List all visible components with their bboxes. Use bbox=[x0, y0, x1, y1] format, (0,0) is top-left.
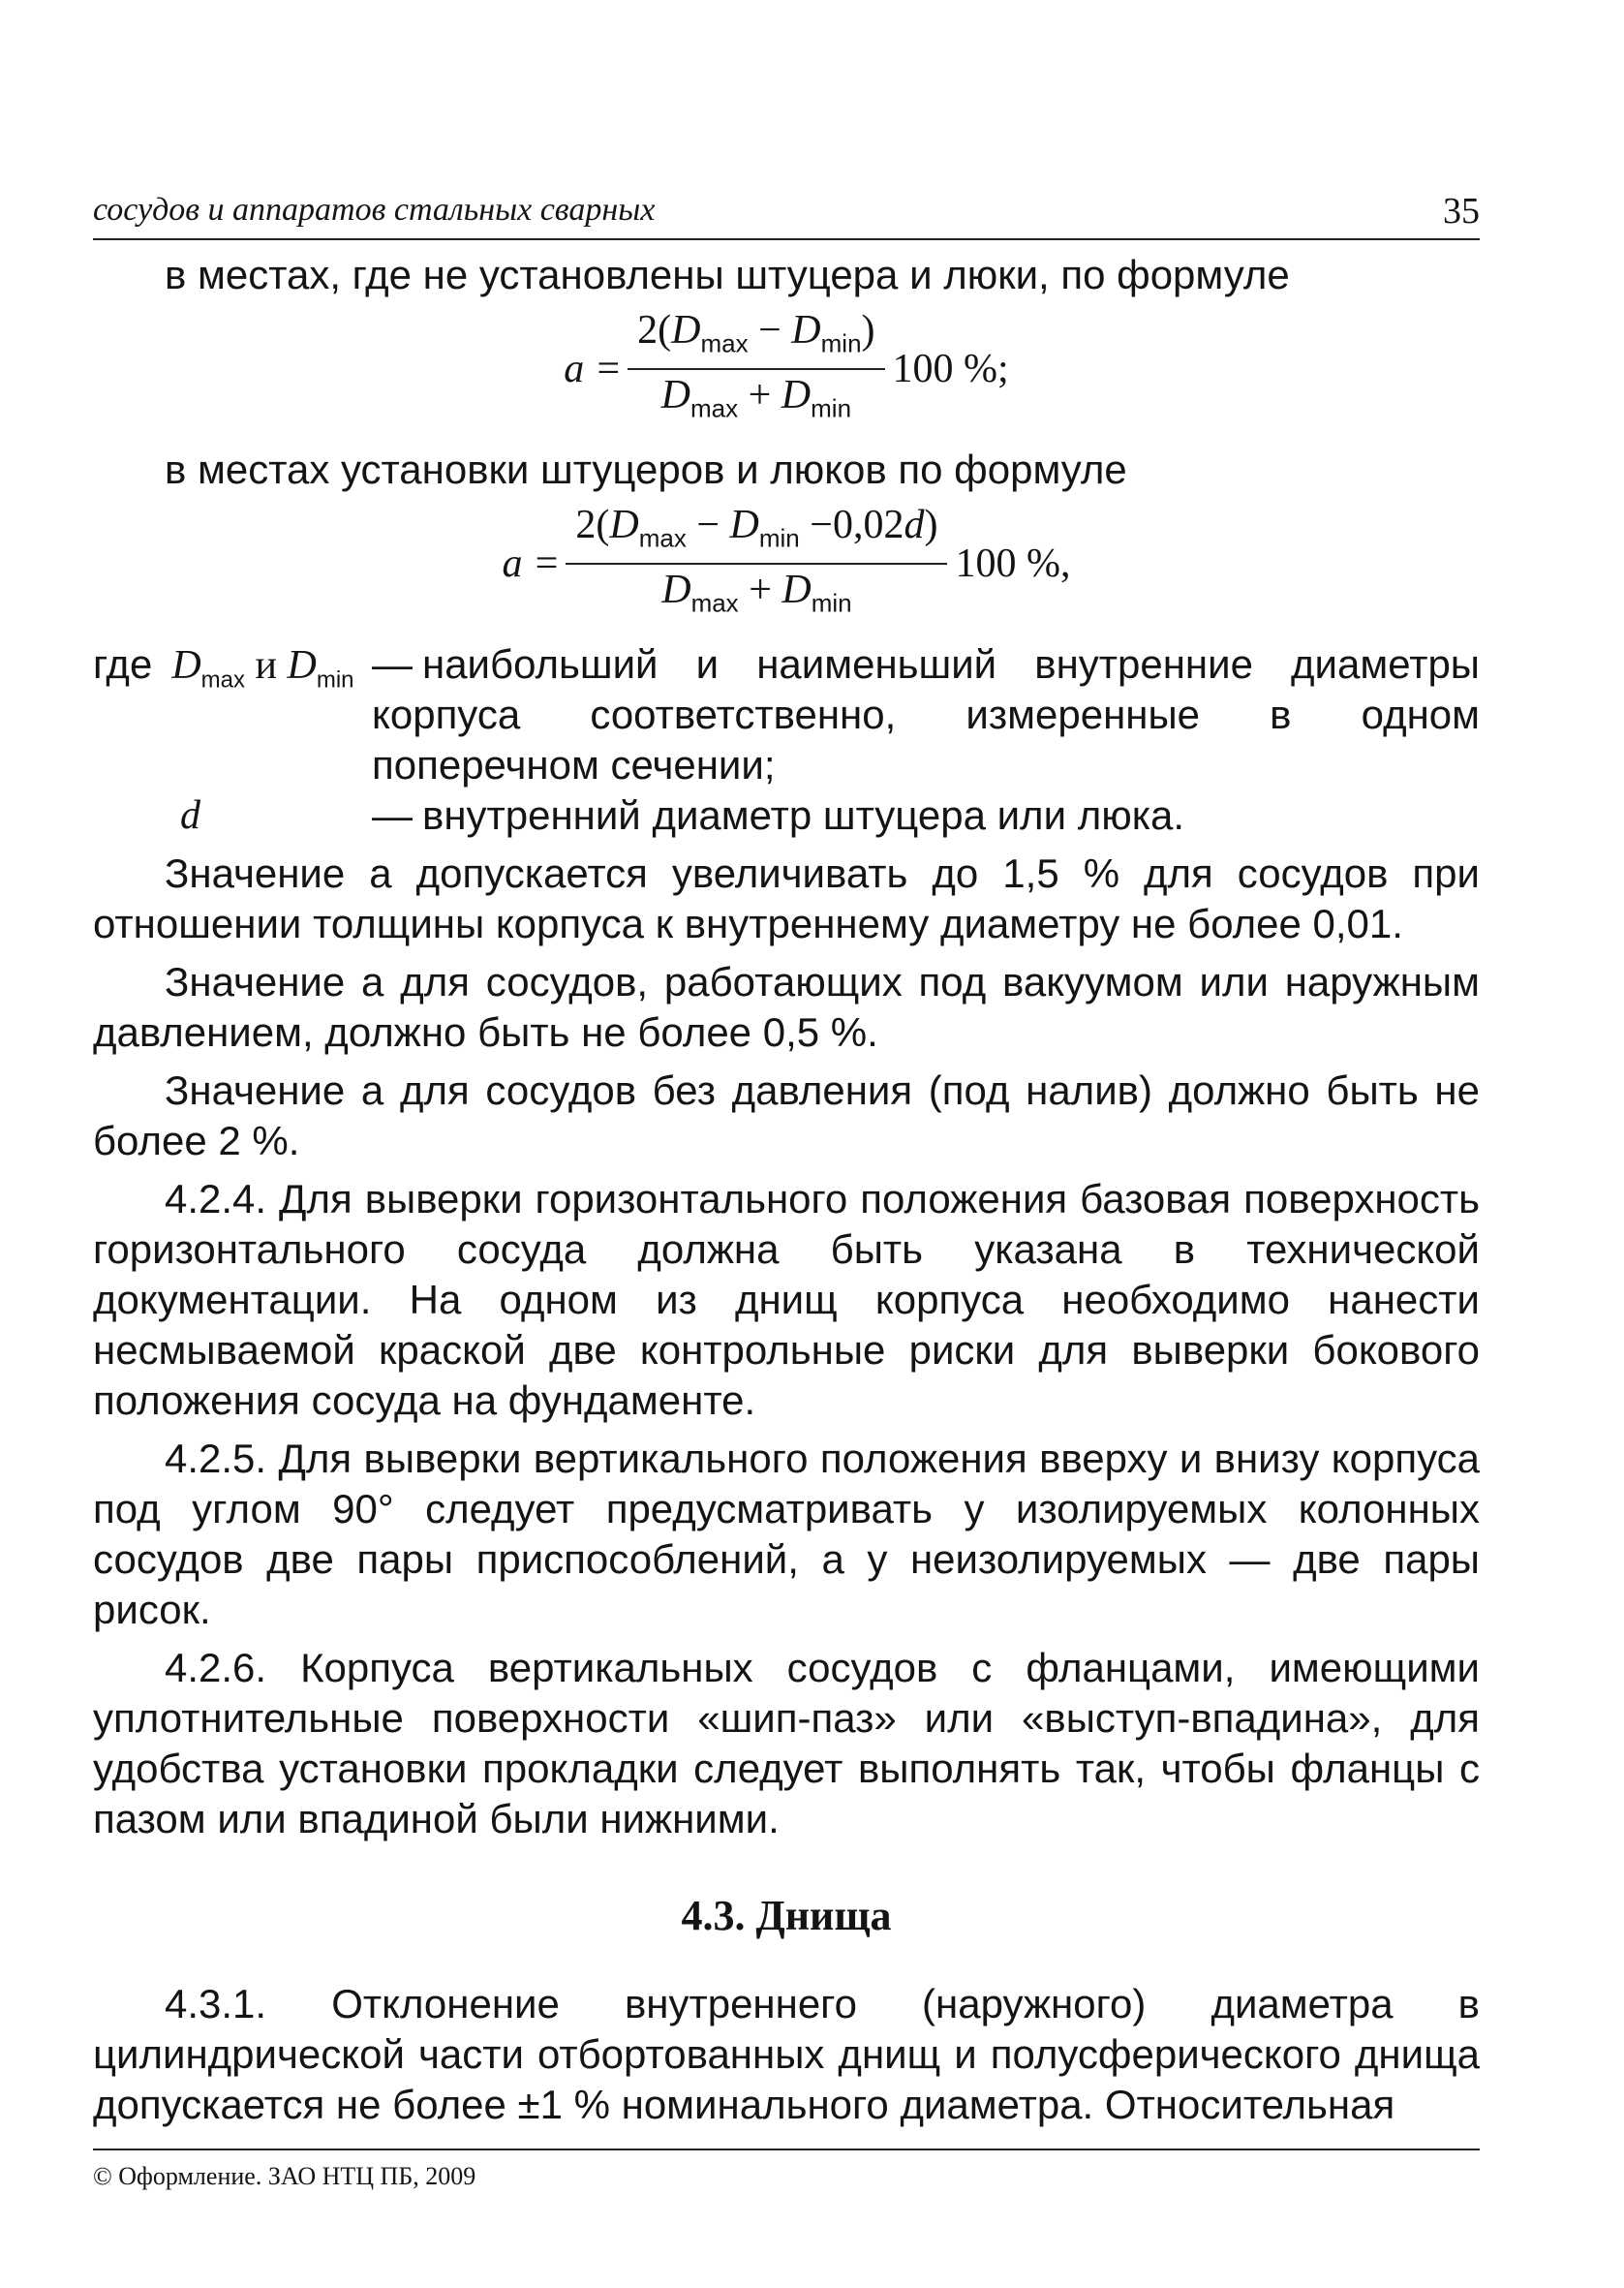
paragraph-a-no-pressure: Значение a для сосудов без давления (под налив) должно быть не более 2 %. bbox=[93, 1067, 1480, 1163]
page-body bbox=[93, 250, 1480, 2138]
paragraph-4-2-4: 4.2.4. Для выверки горизонтального положения базовая поверхность горизонтального сосуда должна быть указана в технической документации. На одном из днищ корпуса необходимо нанести несмываемой краской две контрольные риски для выверки бокового положения сосуда на фундаменте. bbox=[93, 1175, 1480, 1423]
definition-term: d bbox=[180, 792, 200, 838]
formula-lhs: a = bbox=[564, 347, 623, 392]
formula-ovality-with-fittings bbox=[93, 503, 1480, 626]
definition-term: где $D_{max}$ и $D_{min}$ bbox=[93, 640, 354, 693]
running-header bbox=[93, 190, 1480, 240]
formula-fraction bbox=[628, 308, 884, 431]
formula-fraction bbox=[566, 503, 947, 626]
paragraph-second: в местах установки штуцеров и люков по формуле bbox=[165, 446, 1127, 492]
definition-d bbox=[93, 790, 1480, 841]
page-number: 35 bbox=[1443, 191, 1480, 232]
formula-tail: 100 %, bbox=[955, 541, 1071, 587]
formula-denominator: $D_{max} + D_{min}$ bbox=[661, 568, 852, 618]
paragraph-4-2-6: 4.2.6. Корпуса вертикальных сосудов с фланцами, имеющими уплотнительные поверхности «шип-паз» или «выступ-впадина», для удобства установки прокладки следует выполнять так, чтобы фланцы с пазом или впадиной были нижними. bbox=[93, 1644, 1480, 1841]
formula-denominator: $D_{max} + D_{min}$ bbox=[660, 373, 852, 423]
paragraph-4-2-5: 4.2.5. Для выверки вертикального положения вверху и внизу корпуса под углом 90° следует предусматривать у изолируемых колонных сосудов две пары приспособлений, а у неизолируемых — две пары рисок. bbox=[93, 1435, 1480, 1632]
formula-lhs: a = bbox=[502, 541, 561, 587]
paragraph-4-3-1: 4.3.1. Отклонение внутреннего (наружного) диаметра в цилиндрической части отбортованных днищ и полусферического днища допускается не более ±1 % номинального диаметра. Относительная bbox=[93, 1980, 1480, 2127]
definition-dmax-dmin bbox=[93, 639, 1480, 790]
paragraph-a-vacuum: Значение a для сосудов, работающих под вакуумом или наружным давлением, должно быть не более 0,5 %. bbox=[93, 958, 1480, 1055]
formula-tail: 100 %; bbox=[892, 347, 1009, 392]
footer-copyright: © Оформление. ЗАО НТЦ ПБ, 2009 bbox=[93, 2149, 1480, 2191]
formula-numerator: $2(D_{max} - D_{min} -0,02d)$ bbox=[566, 503, 947, 565]
formula-numerator: $2(D_{max} - D_{min})$ bbox=[628, 308, 884, 370]
paragraph-intro: в местах, где не установлены штуцера и люки, по формуле bbox=[165, 252, 1290, 297]
definition-text: — внутренний диаметр штуцера или люка. bbox=[372, 791, 1185, 838]
running-title: сосудов и аппаратов стальных сварных bbox=[93, 192, 656, 228]
paragraph-a-increase: Значение a допускается увеличивать до 1,5 % для сосудов при отношении толщины корпуса к внутреннему диаметру не более 0,01. bbox=[93, 850, 1480, 946]
definition-list bbox=[93, 639, 1480, 841]
formula-ovality-no-fittings bbox=[93, 308, 1480, 431]
section-heading: 4.3. Днища bbox=[681, 1891, 892, 1939]
definition-text: — наибольший и наименьший внутренние диаметры корпуса соответственно, измеренные в одном поперечном сечении; bbox=[372, 640, 1480, 788]
